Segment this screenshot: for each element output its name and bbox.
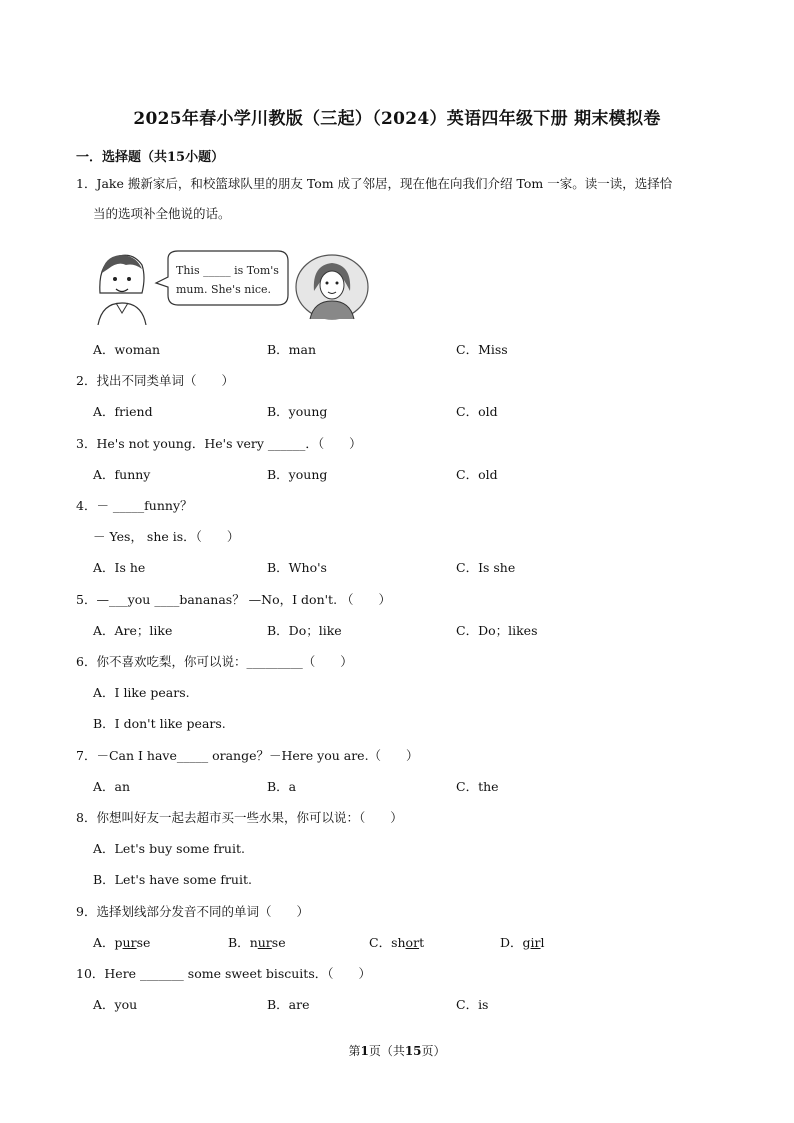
q5-stem: 5．—___you ____bananas？ —No，I don't. （ ）: [76, 592, 392, 607]
word-part: se: [136, 935, 151, 950]
option-letter: A．: [93, 935, 115, 950]
q8-option-a[interactable]: A．Let's buy some fruit.: [93, 841, 245, 856]
option-letter: B．: [228, 935, 250, 950]
q8-option-b[interactable]: B．Let's have some fruit.: [93, 872, 252, 887]
q10-option-b[interactable]: B．are: [267, 997, 310, 1012]
q7-option-a[interactable]: A．an: [93, 779, 131, 794]
q5-option-a[interactable]: A．Are；like: [93, 623, 173, 638]
footer-text: 页（共: [368, 1044, 405, 1058]
q1-option-a[interactable]: A．woman: [93, 342, 161, 357]
page-number: 1: [360, 1044, 369, 1058]
word-part: sh: [391, 935, 406, 950]
q9-option-c[interactable]: [369, 935, 424, 951]
q5-option-c[interactable]: C．Do；likes: [456, 623, 538, 638]
q7-stem: 7．－Can I have_____ orange？－Here you are.（ ）: [76, 748, 419, 763]
q7-option-b[interactable]: B．a: [267, 779, 297, 794]
q10-option-a[interactable]: A．you: [93, 997, 138, 1012]
q4-option-c[interactable]: C．Is she: [456, 560, 516, 575]
q8-stem: 8．你想叫好友一起去超市买一些水果，你可以说：（ ）: [76, 810, 403, 825]
q4-stem-line1: 4．－ _____funny？: [76, 498, 193, 513]
q5-option-b[interactable]: B．Do；like: [267, 623, 342, 638]
underlined-part: ur: [257, 935, 272, 950]
word-part: t: [419, 935, 425, 950]
q6-option-a[interactable]: A．I like pears.: [93, 685, 190, 700]
footer-text: 页）: [421, 1044, 446, 1058]
woman-figure: [296, 255, 368, 319]
q2-option-a[interactable]: A．friend: [93, 404, 153, 419]
q3-option-a[interactable]: A．funny: [93, 467, 151, 482]
q9-option-a[interactable]: [93, 935, 150, 951]
speech-bubble: [156, 251, 288, 305]
q9-option-b[interactable]: [228, 935, 286, 951]
q10-stem: 10．Here _______ some sweet biscuits．（ ）: [76, 966, 371, 981]
underlined-part: or: [405, 935, 420, 950]
section-title: 一．选择题（共15小题）: [76, 150, 225, 165]
q1-option-c[interactable]: C．Miss: [456, 342, 508, 357]
q1-illustration: [96, 243, 376, 325]
word-part: se: [271, 935, 286, 950]
word-part: p: [114, 935, 123, 950]
option-letter: C．: [369, 935, 392, 950]
underlined-part: ur: [122, 935, 137, 950]
q4-stem-line2: － Yes， she is．（ ）: [93, 529, 240, 544]
q9-stem: 9．选择划线部分发音不同的单词（ ）: [76, 904, 309, 919]
footer-text: 第: [348, 1044, 361, 1058]
q2-option-b[interactable]: B．young: [267, 404, 328, 419]
q4-option-b[interactable]: B．Who's: [267, 560, 327, 575]
q6-stem: 6．你不喜欢吃梨，你可以说：_________（ ）: [76, 654, 353, 669]
word-part: g: [522, 935, 531, 950]
q3-option-b[interactable]: B．young: [267, 467, 328, 482]
q10-option-c[interactable]: C．is: [456, 997, 489, 1012]
page-footer: [0, 1042, 794, 1059]
bubble-text-line1: This _____ is Tom's: [176, 264, 279, 277]
word-part: n: [249, 935, 258, 950]
q1-stem-line2: 当的选项补全他说的话。: [93, 206, 231, 221]
word-part: l: [540, 935, 545, 950]
q3-option-c[interactable]: C．old: [456, 467, 498, 482]
boy-figure: [98, 255, 146, 325]
q7-option-c[interactable]: C．the: [456, 779, 499, 794]
q9-option-d[interactable]: [500, 935, 545, 951]
q2-option-c[interactable]: C．old: [456, 404, 498, 419]
q1-option-b[interactable]: B．man: [267, 342, 317, 357]
page-title: 2025年春小学川教版（三起）（2024）英语四年级下册 期末模拟卷: [133, 109, 661, 129]
q1-stem-line1: 1．Jake 搬新家后，和校篮球队里的朋友 Tom 成了邻居，现在他在向我们介绍 Tom 一家。读一读，选择恰: [76, 176, 673, 191]
q6-option-b[interactable]: B．I don't like pears.: [93, 716, 226, 731]
q2-stem: 2．找出不同类单词（ ）: [76, 373, 234, 388]
option-letter: D．: [500, 935, 523, 950]
total-pages: 15: [404, 1044, 422, 1058]
q4-option-a[interactable]: A．Is he: [93, 560, 146, 575]
q3-stem: 3．He's not young．He's very ______．（ ）: [76, 436, 362, 451]
underlined-part: ir: [530, 935, 541, 950]
bubble-text-line2: mum. She's nice.: [176, 283, 272, 296]
